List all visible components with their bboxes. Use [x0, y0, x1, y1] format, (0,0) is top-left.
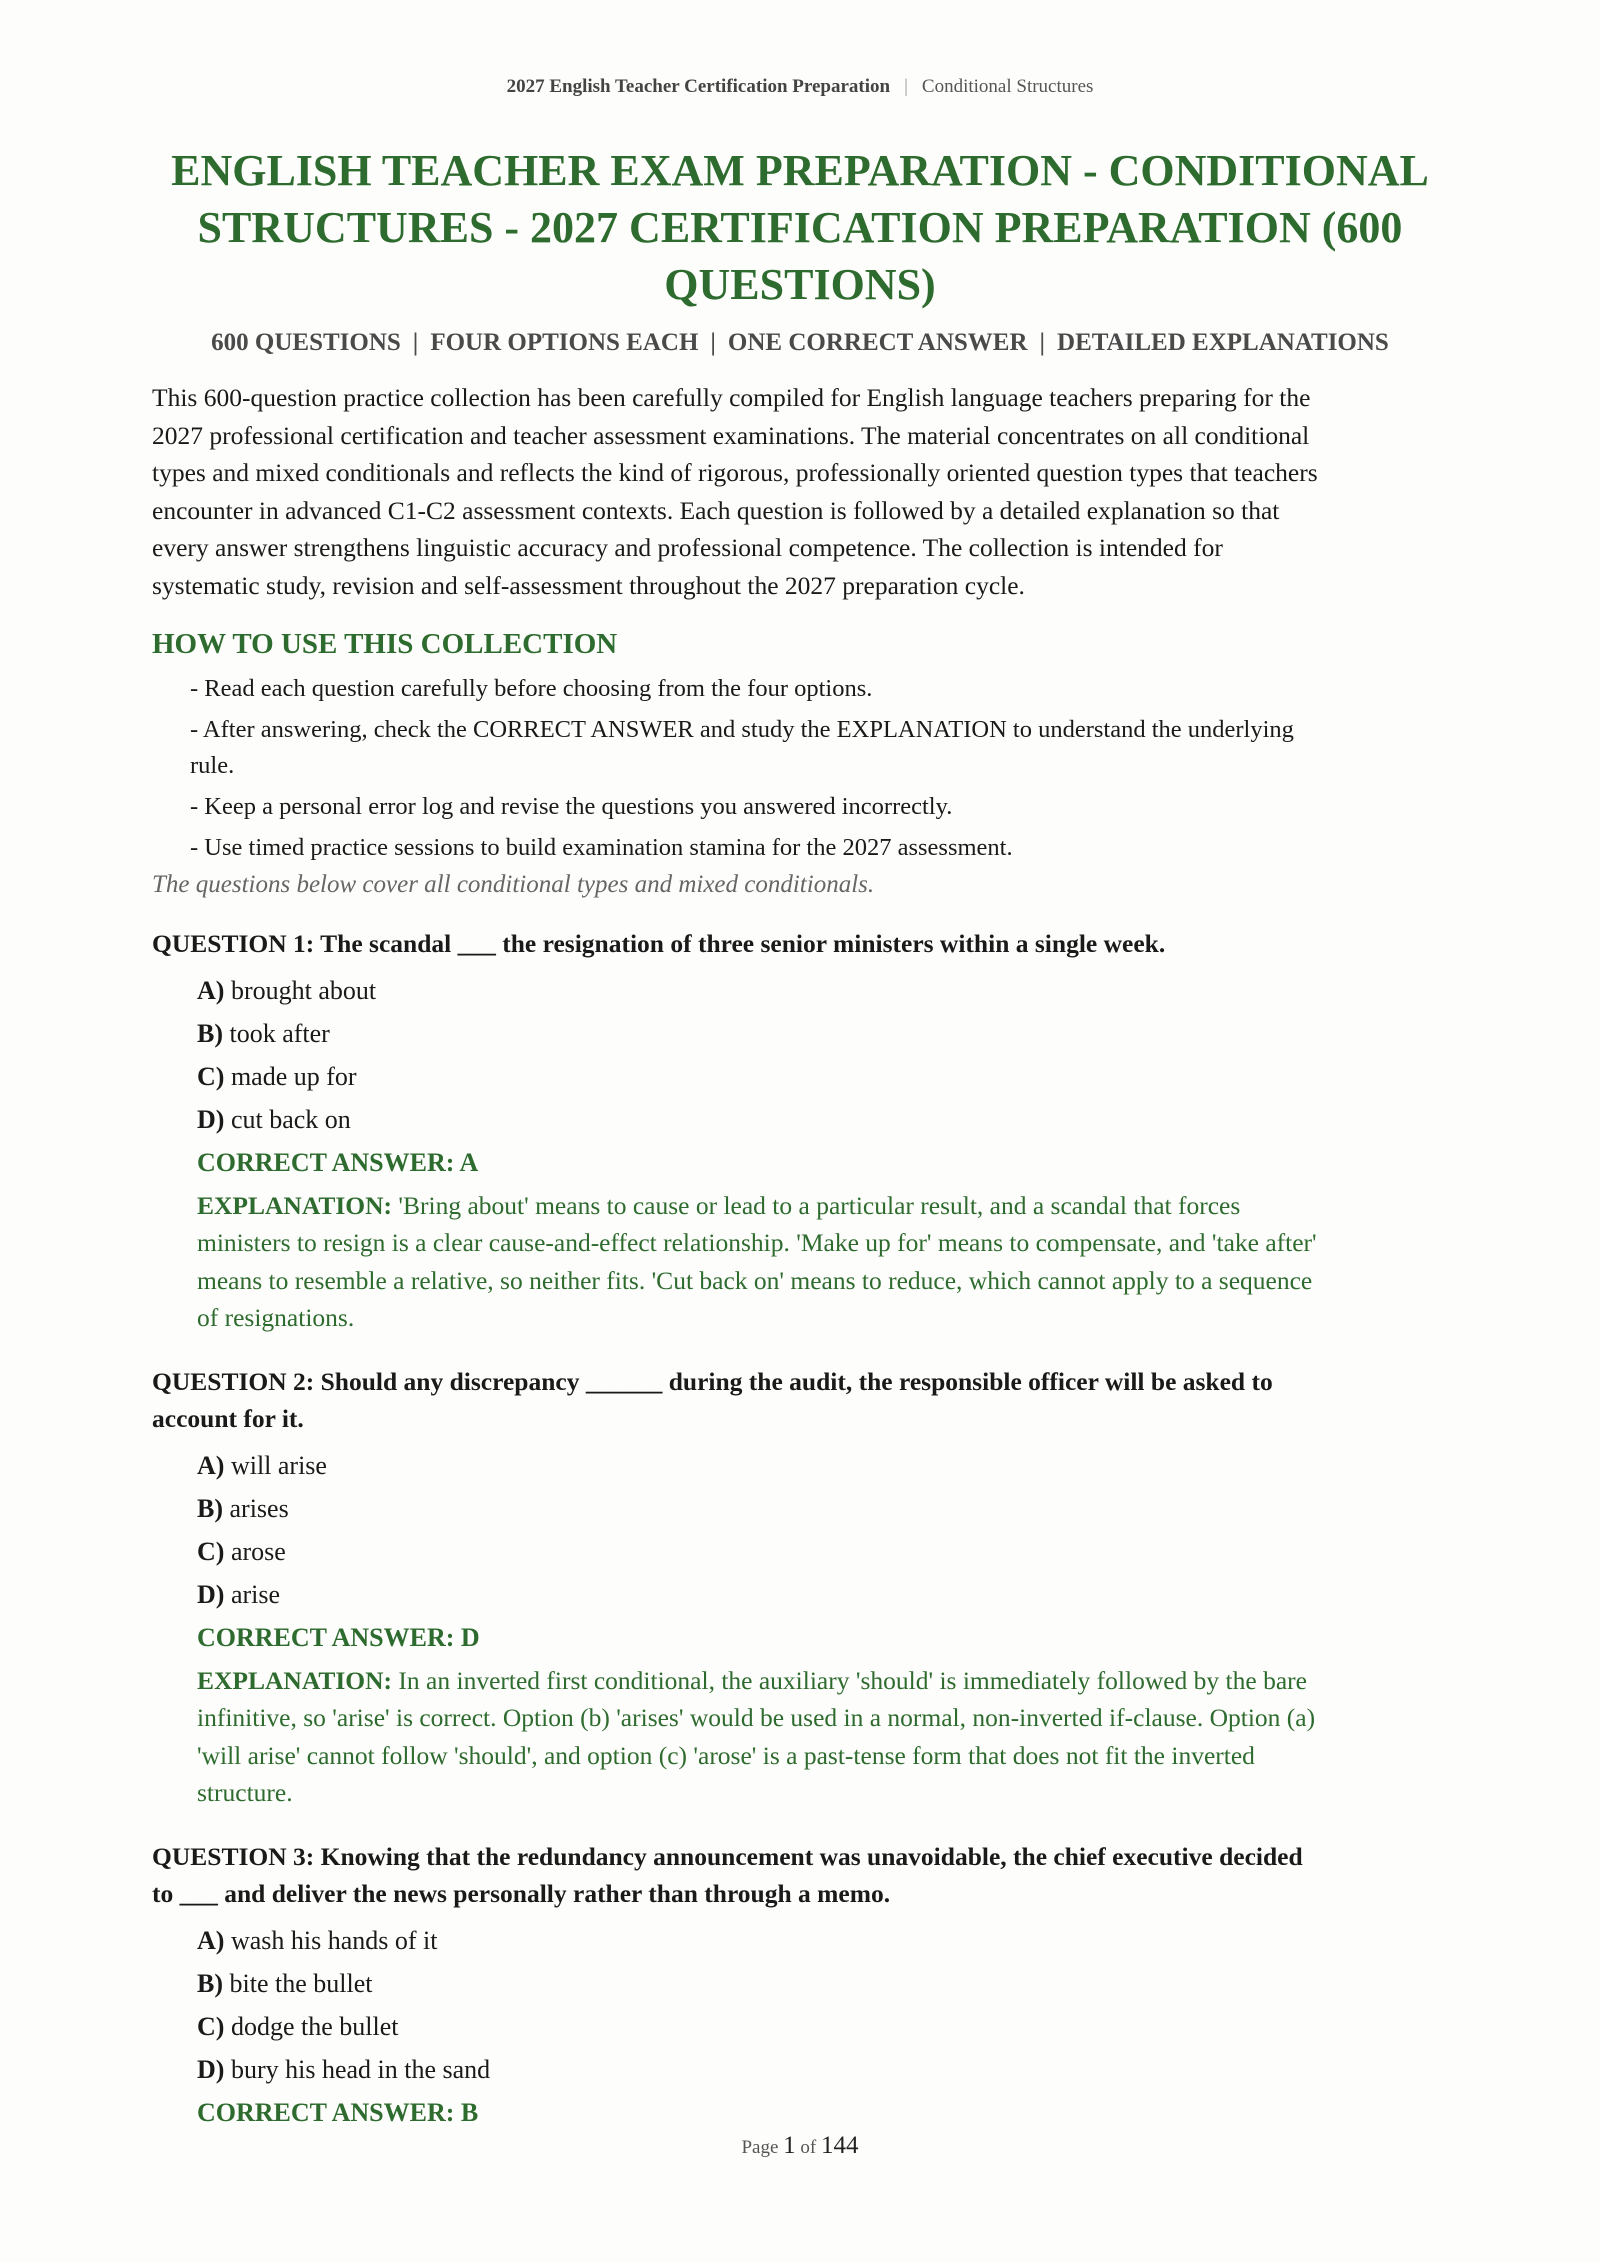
page-footer: [0, 2132, 1600, 2160]
question-3: [152, 1838, 1448, 2134]
intro-line: This 600-question practice collection has been carefully compiled for English language teachers preparing for the: [152, 383, 1311, 412]
explanation-line: infinitive, so 'arise' is correct. Option (b) 'arises' would be used in a normal, non-inverted if-clause. Option (a): [197, 1703, 1316, 1732]
option-text: wash his hands of it: [230, 1925, 438, 1955]
title-line: ENGLISH TEACHER EXAM PREPARATION - CONDITIONAL: [171, 146, 1429, 195]
correct-answer: CORRECT ANSWER: A: [197, 1147, 479, 1177]
howto-item: [190, 789, 1448, 825]
question-text: [152, 1838, 1448, 1913]
title-line: QUESTIONS): [664, 260, 936, 309]
option-letter: C): [197, 1061, 225, 1091]
intro-line: systematic study, revision and self-assessment throughout the 2027 preparation cycle.: [152, 570, 1025, 600]
page-label: Page: [741, 2137, 779, 2158]
option-text: cut back on: [230, 1104, 351, 1134]
running-header: [152, 0, 1448, 98]
question-text: [152, 925, 1448, 963]
howto-item-text: - Read each question carefully before choosing from the four options.: [190, 675, 873, 702]
option-c: [197, 1055, 1448, 1098]
howto-item-text: - Use timed practice sessions to build examination stamina for the 2027 assessment.: [190, 834, 1013, 861]
howto-item: [190, 671, 1448, 707]
option-text: took after: [229, 1018, 330, 1048]
subtitle-item: ONE CORRECT ANSWER: [727, 329, 1028, 356]
option-b: [197, 1012, 1448, 1055]
question-line: QUESTION 2: Should any discrepancy ______ during the audit, the responsible officer will be asked to: [152, 1366, 1273, 1396]
subtitle-separator: |: [412, 329, 419, 356]
subtitle-item: 600 QUESTIONS: [211, 329, 401, 356]
of-label: of: [800, 2137, 817, 2158]
question-line: QUESTION 1: The scandal ___ the resignation of three senior ministers within a single week.: [152, 929, 1166, 958]
header-left: 2027 English Teacher Certification Preparation: [506, 76, 891, 97]
subtitle-item: FOUR OPTIONS EACH: [430, 329, 699, 356]
option-letter: D): [197, 1579, 225, 1609]
option-text: will arise: [230, 1450, 327, 1480]
howto-item-text: - After answering, check the CORRECT ANSWER and study the EXPLANATION to understand the underlying: [190, 716, 1294, 743]
option-letter: A): [197, 1450, 225, 1480]
option-letter: C): [197, 1536, 225, 1566]
subtitle-separator: |: [710, 329, 716, 356]
options-list: [152, 1444, 1448, 1616]
explanation: [152, 1187, 1448, 1337]
subtitle: [152, 329, 1448, 357]
question-line: QUESTION 3: Knowing that the redundancy announcement was unavoidable, the chief executive decided: [152, 1841, 1303, 1871]
intro-paragraph: [152, 379, 1448, 604]
option-letter: B): [197, 1018, 223, 1048]
explanation-line: structure.: [197, 1778, 293, 1807]
option-a: [197, 1919, 1448, 1962]
option-letter: B): [197, 1493, 223, 1523]
howto-item: [190, 712, 1448, 784]
header-right: Conditional Structures: [921, 76, 1094, 97]
question-text: [152, 1363, 1448, 1438]
question-1: [152, 925, 1448, 1337]
option-c: [197, 2005, 1448, 2048]
howto-item: [190, 830, 1448, 866]
subtitle-separator: |: [1039, 329, 1046, 356]
option-a: [197, 1444, 1448, 1487]
option-text: arises: [229, 1493, 289, 1523]
howto-item-text: - Keep a personal error log and revise the questions you answered incorrectly.: [190, 793, 953, 820]
question-2: [152, 1363, 1448, 1812]
option-d: [197, 1098, 1448, 1141]
intro-line: encounter in advanced C1-C2 assessment contexts. Each question is followed by a detailed explanation so that: [152, 495, 1280, 525]
option-text: made up for: [230, 1061, 357, 1091]
option-text: arise: [230, 1579, 281, 1609]
option-b: [197, 1487, 1448, 1530]
options-list: [152, 1919, 1448, 2091]
header-separator: |: [904, 76, 908, 97]
explanation-line: ministers to resign is a clear cause-and-effect relationship. 'Make up for' means to compensate, and 'take after': [197, 1228, 1317, 1257]
correct-answer: CORRECT ANSWER: D: [197, 1622, 480, 1652]
page-number: 1: [783, 2132, 796, 2159]
intro-line: types and mixed conditionals and reflects the kind of rigorous, professionally oriented question types that teachers: [152, 458, 1318, 487]
option-text: dodge the bullet: [230, 2011, 399, 2041]
explanation-label: EXPLANATION:: [197, 1190, 393, 1220]
options-list: [152, 969, 1448, 1141]
option-a: [197, 969, 1448, 1012]
option-c: [197, 1530, 1448, 1573]
howto-note: The questions below cover all conditional types and mixed conditionals.: [152, 871, 875, 898]
subtitle-item: DETAILED EXPLANATIONS: [1057, 329, 1389, 356]
option-text: bury his head in the sand: [230, 2054, 491, 2084]
option-letter: D): [197, 2054, 225, 2084]
explanation-line: means to resemble a relative, so neither fits. 'Cut back on' means to reduce, which cannot apply to a sequence: [197, 1265, 1313, 1295]
option-letter: B): [197, 1968, 223, 1998]
intro-line: 2027 professional certification and teacher assessment examinations. The material concentrates on all conditional: [152, 420, 1310, 450]
question-line: account for it.: [152, 1404, 304, 1433]
option-d: [197, 2048, 1448, 2091]
option-text: brought about: [230, 975, 377, 1005]
explanation-label: EXPLANATION:: [197, 1665, 393, 1695]
page-title: [152, 142, 1448, 313]
explanation-line: 'Bring about' means to cause or lead to a particular result, and a scandal that forces: [398, 1190, 1241, 1220]
total-pages: 144: [821, 2132, 859, 2159]
option-letter: A): [197, 975, 225, 1005]
option-text: bite the bullet: [229, 1968, 373, 1998]
option-text: arose: [230, 1536, 286, 1566]
howto-list: [152, 671, 1448, 866]
explanation-line: of resignations.: [197, 1303, 355, 1332]
option-letter: D): [197, 1104, 225, 1134]
howto-item-text: rule.: [190, 752, 235, 779]
question-line: to ___ and deliver the news personally rather than through a memo.: [152, 1879, 891, 1908]
correct-answer: CORRECT ANSWER: B: [197, 2097, 479, 2127]
title-line: STRUCTURES - 2027 CERTIFICATION PREPARATION (600: [197, 203, 1403, 252]
howto-heading: HOW TO USE THIS COLLECTION: [152, 628, 618, 660]
explanation-line: In an inverted first conditional, the auxiliary 'should' is immediately followed by the bare: [398, 1665, 1307, 1695]
intro-line: every answer strengthens linguistic accuracy and professional competence. The collection is intended for: [152, 533, 1223, 562]
option-letter: A): [197, 1925, 225, 1955]
explanation: [152, 1662, 1448, 1812]
option-d: [197, 1573, 1448, 1616]
option-letter: C): [197, 2011, 225, 2041]
explanation-line: 'will arise' cannot follow 'should', and option (c) 'arose' is a past-tense form that does not fit the inverted: [197, 1740, 1255, 1770]
option-b: [197, 1962, 1448, 2005]
